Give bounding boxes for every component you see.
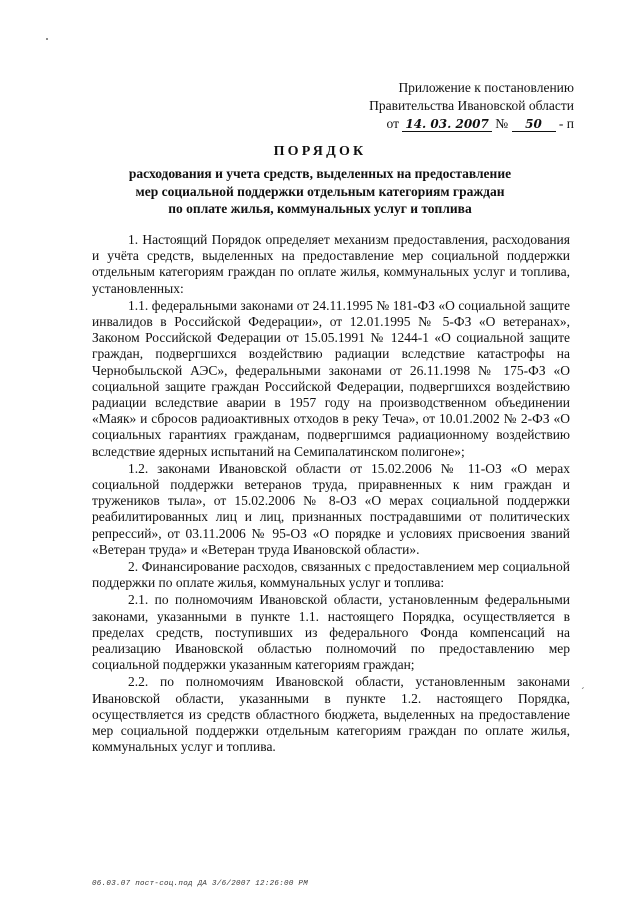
scan-speck bbox=[46, 38, 48, 40]
paragraph-1-2: 1.2. законами Ивановской области от 15.02.2006 № 11-ОЗ «О мерах социальной поддержки ветеранов труда, приравненных к ним граждан и тружеников тыла», от 15.02.2006 № 8-ОЗ «О мерах социальной поддержки реабилитированных лиц и лиц, признанных пострадавшими от политических репрессий», от 03.11.2006 № 95-ОЗ «О порядке и условиях присвоения званий «Ветеран труда» и «Ветеран труда Ивановской области». bbox=[92, 460, 570, 557]
paragraph-2-1: 2.1. по полномочиям Ивановской области, установленным федеральными законами, указанными в пункте 1.1. настоящего Порядка, осуществляется в пределах средств, поступивших из федерального Фонда компенсаций на реализацию Ивановской областью полномочий по предоставлению мер социальной поддержки указанным категориям граждан; bbox=[92, 592, 570, 673]
paragraph-2-2: 2.2. по полномочиям Ивановской области, установленным законами Ивановской области, указанными в пункте 1.2. настоящего Порядка, осуществляется из средств областного бюджета, выделенных на предоставление мер социальной поддержки отдельным категориям граждан по оплате жилья, коммунальных услуг и топлива. bbox=[92, 674, 570, 755]
paragraph-1-1: 1.1. федеральными законами от 24.11.1995 № 181-ФЗ «О социальной защите инвалидов в Российской Федерации», от 12.01.1995 № 5-ФЗ «О ветеранах», Законом Российской Федерации от 15.05.1991 № 1244-1 «О социальной защите граждан, подвергшихся воздействию радиации вследствие катастрофы на Чернобыльской АЭС», федеральными законами от 26.11.1998 № 175-ФЗ «О социальной защите граждан Российской Федерации, подвергшихся воздействию радиации вследствие аварии в 1957 году на производственном объединении «Маяк» и сбросов радиоактивных отходов в реку Теча», от 10.01.2002 № 2-ФЗ «О социальных гарантиях гражданам, подвергшимся радиационному воздействию вследствие ядерных испытаний на Семипалатинском полигоне»; bbox=[92, 297, 570, 459]
subtitle-line: мер социальной поддержки отдельным категориям граждан bbox=[135, 183, 505, 199]
subtitle-line: по оплате жилья, коммунальных услуг и топлива bbox=[168, 201, 472, 216]
number-label: № bbox=[495, 116, 509, 131]
annex-header bbox=[369, 79, 574, 133]
paragraph-1: 1. Настоящий Порядок определяет механизм предоставления, расходования и учёта средств, выделенных на предоставление мер социальной поддержки отдельным категориям граждан по оплате жилья, коммунальных услуг и топлива, установленных: bbox=[92, 232, 570, 296]
annex-line-3 bbox=[369, 115, 574, 133]
from-label: от bbox=[386, 116, 399, 131]
document-body bbox=[92, 232, 570, 756]
margin-pen-mark: ˊ bbox=[581, 686, 585, 698]
paragraph-2: 2. Финансирование расходов, связанных с предоставлением мер социальной поддержки по оплате жилья, коммунальных услуг и топлива: bbox=[92, 559, 570, 591]
document-title: ПОРЯДОК bbox=[273, 144, 367, 159]
annex-line-1: Приложение к постановлению bbox=[398, 80, 574, 95]
annex-line-2: Правительства Ивановской области bbox=[369, 98, 574, 113]
subtitle-line: расходования и учета средств, выделенных на предоставление bbox=[128, 166, 512, 181]
handwritten-date: 14. 03. 2007 bbox=[402, 117, 492, 132]
file-footer: 06.03.07 пост-соц.под ДА 3/6/2007 12:26:00 PM bbox=[92, 880, 309, 888]
handwritten-number: 50 bbox=[512, 117, 556, 132]
number-suffix: - п bbox=[558, 116, 574, 131]
document-subtitle bbox=[100, 165, 540, 218]
